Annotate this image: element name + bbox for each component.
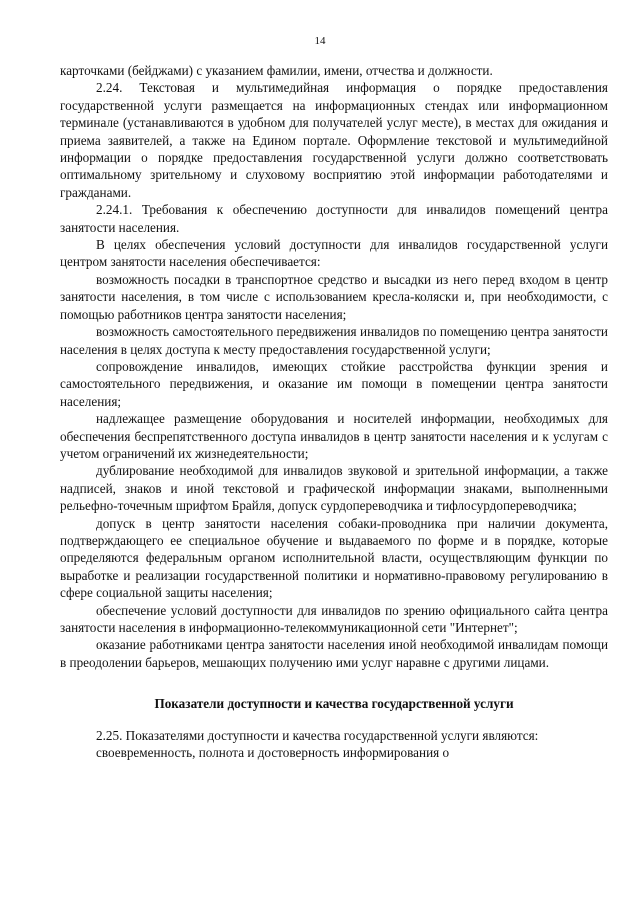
paragraph-2-25: 2.25. Показателями доступности и качества государственной услуги являются: [96, 727, 539, 743]
list-item-equipment-placement: надлежащее размещение оборудования и носителей информации, необходимых для обеспечения беспрепятственного доступа инвалидов в центр занятости населения и к услугам с учетом ограничений их жизнедеятельности; [60, 411, 608, 461]
section-heading: Показатели доступности и качества государственной услуги [154, 696, 514, 712]
paragraph-continuation: карточками (бейджами) с указанием фамилии, имени, отчества и должности. [60, 63, 493, 78]
list-item-transport-boarding: возможность посадки в транспортное средство и высадки из него перед входом в центр занятости населения, в том числе с использованием кресла-коляски и, при необходимости, с помощью работников центра занятости населения; [60, 271, 608, 322]
document-body [60, 62, 608, 761]
list-item-other-assistance: оказание работниками центра занятости населения иной необходимой инвалидам помощи в преодолении барьеров, мешающих получению ими услуг наравне с другими лицами. [60, 637, 608, 670]
list-item-website-accessibility: обеспечение условий доступности для инвалидов по зрению официального сайта центра занятости населения в информационно-телекоммуникационной сети "Интернет"; [60, 602, 608, 635]
paragraph-timeliness: своевременность, полнота и достоверность информирования о [96, 745, 450, 761]
paragraph-2-24: 2.24. Текстовая и мультимедийная информация о порядке предоставления государственной услуги размещается на информационных стендах или информационном терминале (устанавливаются в удобном для получателей услуг месте), в местах для ожидания и приема заявителей, а также на Едином портале. Оформление текстовой и мультимедийной информации о порядке предоставления государственной услуги должно соответствовать оптимальному зрительному и слуховому восприятию этой информации работодателями и гражданами. [60, 80, 608, 200]
page-number: 14 [314, 35, 326, 47]
list-item-duplication-braille: дублирование необходимой для инвалидов звуковой и зрительной информации, а также надписей, знаков и иной текстовой и графической информации знаками, выполненными рельефно-точечным шрифтом Брайля, допуск сурдопереводчика и тифлосурдопереводчика; [60, 463, 608, 514]
paragraph-2-24-1: 2.24.1. Требования к обеспечению доступности для инвалидов помещений центра занятости населения. [60, 202, 608, 235]
list-item-escort: сопровождение инвалидов, имеющих стойкие расстройства функции зрения и самостоятельного передвижения, и оказание им помощи в помещении центра занятости населения; [60, 358, 608, 409]
list-item-independent-movement: возможность самостоятельного передвижения инвалидов по помещению центра занятости населения в целях доступа к месту предоставления государственной услуги; [60, 324, 608, 357]
list-item-guide-dog: допуск в центр занятости населения собаки-проводника при наличии документа, подтверждающего ее специальное обучение и выдаваемого по форме и в порядке, которые определяются федеральным органом исполнительной власти, осуществляющим функции по выработке и реализации государственной политики и нормативно-правовому регулированию в сфере социальной защиты населения; [60, 515, 608, 601]
paragraph-accessibility-intro: В целях обеспечения условий доступности для инвалидов государственной услуги центром занятости населения обеспечивается: [60, 237, 608, 270]
